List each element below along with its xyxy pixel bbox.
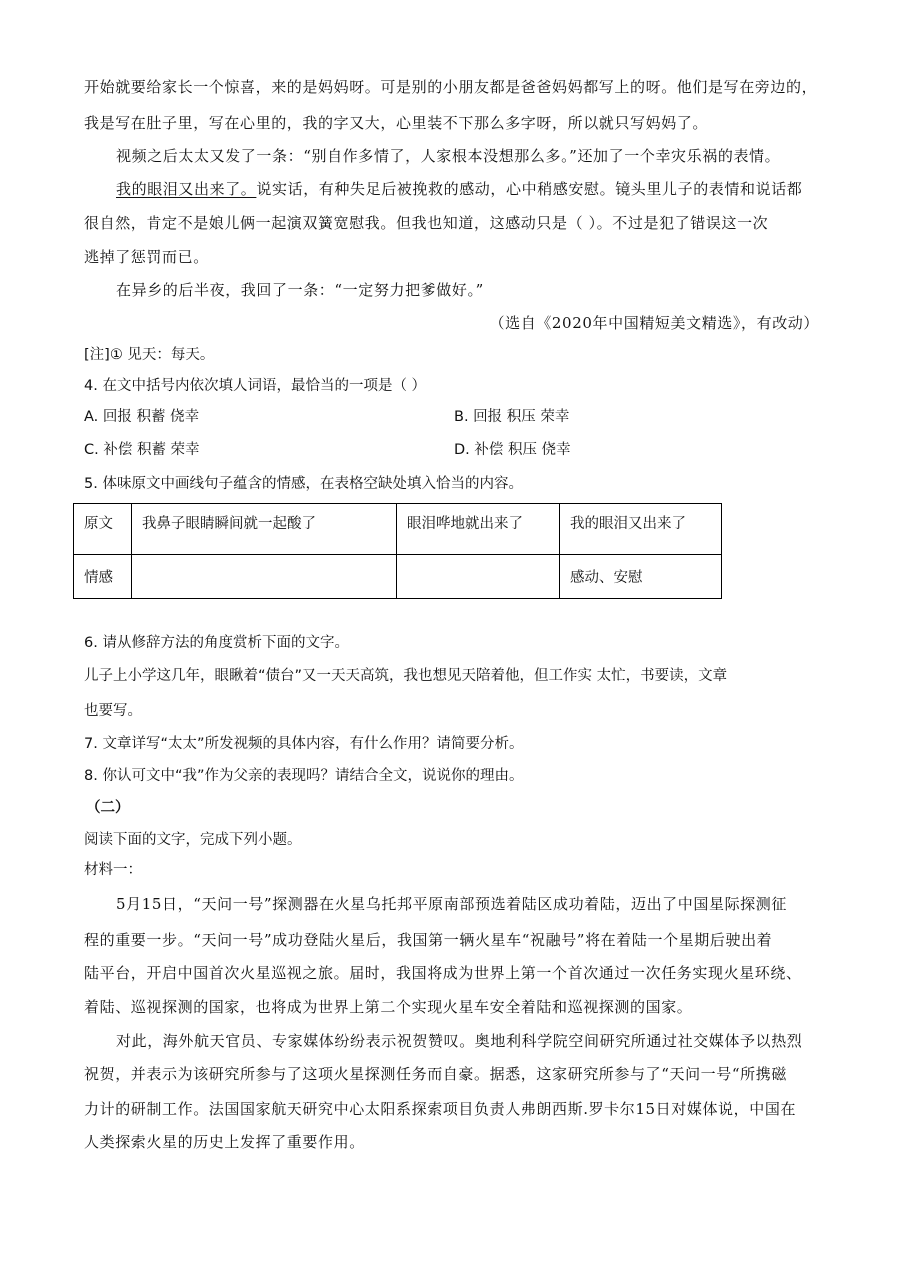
q6-quoted-text: 也要写。: [84, 703, 142, 719]
question-7-stem: 7. 文章详写“太太”所发视频的具体内容，有什么作用？请简要分析。: [84, 736, 524, 752]
table-cell: 眼泪哗地就出来了: [397, 504, 560, 555]
question-8-stem: 8. 你认可文中“我”作为父亲的表现吗？请结合全文，说说你的理由。: [84, 768, 524, 784]
passage-line: 开始就要给家长一个惊喜，来的是妈妈呀。可是别的小朋友都是爸爸妈妈都写上的呀。他们是写在旁边的，: [84, 78, 818, 96]
emotion-table: [73, 503, 722, 599]
question-4-stem: 4. 在文中括号内依次填人词语，最恰当的一项是（ ）: [84, 378, 427, 394]
passage-line: 视频之后太太又发了一条：“别自作多情了，人家根本没想那么多。”还加了一个幸灾乐祸的表情。: [116, 147, 781, 165]
q6-quoted-text: 儿子上小学这几年，眼瞅着“债台”又一天天高筑，我也想见天陪着他，但工作实 太忙，书要读，文章: [84, 668, 728, 684]
source-citation: （选自《2020年中国精短美文精选》，有改动）: [489, 314, 819, 332]
section-heading: （二）: [86, 800, 130, 816]
passage-line: 对此，海外航天官员、专家媒体纷纷表示祝贺赞叹。奥地利科学院空间研究所通过社交媒体予以热烈: [116, 1032, 803, 1050]
question-5-stem: 5. 体味原文中画线句子蕴含的情感，在表格空缺处填入恰当的内容。: [84, 476, 523, 492]
table-row: [74, 504, 722, 555]
footnote: [注]① 见天：每天。: [84, 347, 215, 363]
table-cell: 感动、安慰: [560, 555, 722, 599]
passage-line: 着陆、巡视探测的国家，也将成为世界上第二个实现火星车安全着陆和巡视探测的国家。: [84, 998, 693, 1016]
table-row: [74, 555, 722, 599]
material-label: 材料一：: [84, 862, 142, 878]
passage-line: 陆平台，开启中国首次火星巡视之旅。届时，我国将成为世界上第一个首次通过一次任务实现火星环绕、: [84, 964, 802, 982]
passage-line: 人类探索火星的历史上发挥了重要作用。: [84, 1133, 365, 1151]
passage-line: 逃掉了惩罚而已。: [84, 248, 209, 266]
q4-option-d: D. 补偿 积压 侥幸: [454, 442, 571, 458]
q4-option-b: B. 回报 积压 荣幸: [454, 409, 570, 425]
q4-option-a: A. 回报 积蓄 侥幸: [84, 409, 200, 425]
underlined-sentence: 我的眼泪又出来了。: [116, 180, 257, 198]
table-cell: 情感: [74, 555, 132, 599]
table-cell: 原文: [74, 504, 132, 555]
passage-line: 祝贺，并表示为该研究所参与了这项火星探测任务而自豪。据悉，这家研究所参与了“天问一号“所携磁: [84, 1065, 787, 1083]
passage-text: 说实话，有种失足后被挽救的感动，心中稍感安慰。镜头里儿子的表情和说话都: [256, 180, 803, 198]
answer-blank-cell: [397, 555, 560, 599]
passage-line: 我是写在肚子里，写在心里的，我的字又大，心里装不下那么多字呀，所以就只写妈妈了。: [84, 114, 709, 132]
question-6-stem: 6. 请从修辞方法的角度赏析下面的文字。: [84, 635, 349, 651]
q4-option-c: C. 补偿 积蓄 荣幸: [84, 442, 200, 458]
passage-line: 力计的研制工作。法国国家航天研究中心太阳系探索项目负责人弗朗西斯.罗卡尔15日对媒体说，中国在: [84, 1100, 797, 1118]
passage-line: [116, 178, 861, 200]
answer-blank-cell: [132, 555, 397, 599]
passage-line: 5月15日，“天问一号”探测器在火星乌托邦平原南部预选着陆区成功着陆，迈出了中国星际探测征: [116, 895, 787, 913]
table-cell: 我的眼泪又出来了: [560, 504, 722, 555]
passage-line: 很自然，肯定不是娘儿俩一起演双簧宽慰我。但我也知道，这感动只是（ ）。不过是犯了错误这一次: [84, 214, 769, 232]
section-instruction: 阅读下面的文字，完成下列小题。: [84, 832, 302, 848]
table-cell: 我鼻子眼睛瞬间就一起酸了: [132, 504, 397, 555]
passage-line: 程的重要一步。“天问一号”成功登陆火星后，我国第一辆火星车“祝融号”将在着陆一个星期后驶出着: [84, 931, 773, 949]
passage-line: 在异乡的后半夜，我回了一条：“一定努力把爹做好。”: [116, 281, 484, 299]
